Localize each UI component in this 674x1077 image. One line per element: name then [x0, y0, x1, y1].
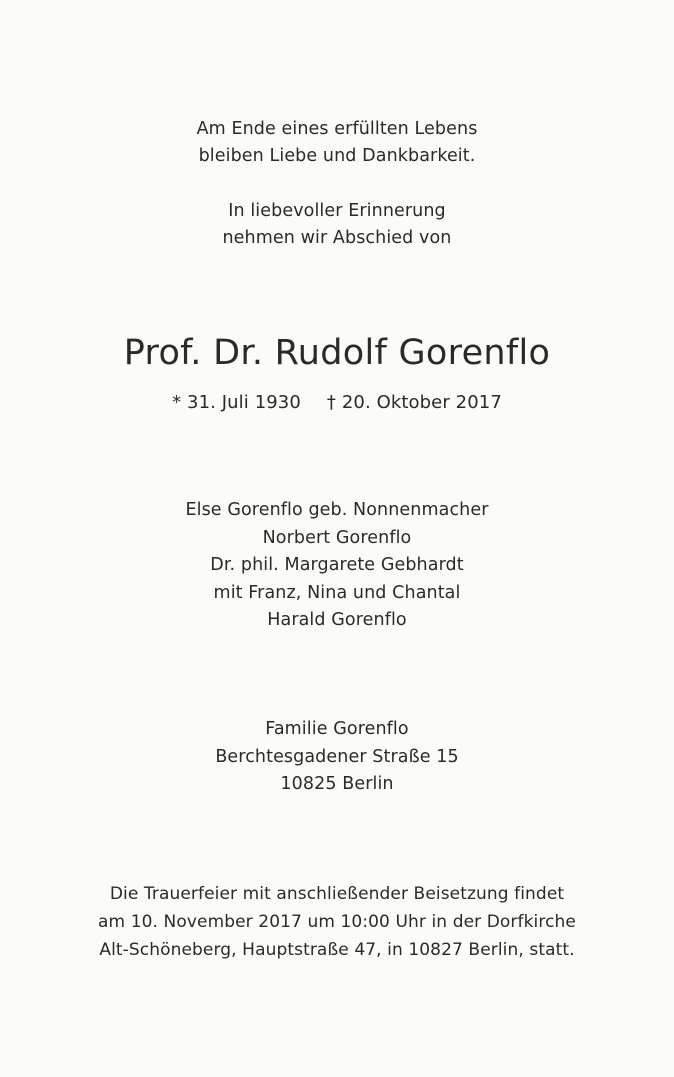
mourners-list — [0, 497, 674, 635]
birth-date: * 31. Juli 1930 — [172, 392, 301, 413]
mourner: mit Franz, Nina und Chantal — [213, 582, 461, 603]
family-name: Familie Gorenflo — [265, 719, 409, 739]
funeral-line: Alt-Schöneberg, Hauptstraße 47, in 10827 Berlin, statt. — [99, 940, 575, 960]
death-date: † 20. Oktober 2017 — [326, 392, 502, 413]
life-dates — [0, 389, 674, 417]
deceased-name: Prof. Dr. Rudolf Gorenflo — [123, 333, 551, 373]
motto-line: Am Ende eines erfüllten Lebens — [196, 119, 478, 139]
family-address — [0, 716, 674, 799]
mourner: Harald Gorenflo — [267, 610, 407, 630]
intro-line: In liebevoller Erinnerung — [228, 201, 446, 221]
funeral-line: am 10. November 2017 um 10:00 Uhr in der Dorfkirche — [98, 912, 576, 932]
funeral-line: Die Trauerfeier mit anschließender Beisetzung findet — [109, 884, 565, 904]
mourner: Norbert Gorenflo — [262, 527, 412, 548]
intro-line: nehmen wir Abschied von — [222, 228, 452, 248]
intro-text — [0, 198, 674, 252]
family-street: Berchtesgadener Straße 15 — [215, 746, 459, 767]
mourner: Dr. phil. Margarete Gebhardt — [210, 555, 464, 575]
life-dates-line — [0, 389, 674, 417]
motto-line: bleiben Liebe und Dankbarkeit. — [198, 146, 476, 166]
mourner: Else Gorenflo geb. Nonnenmacher — [185, 500, 489, 520]
funeral-notice — [0, 880, 674, 964]
motto — [0, 116, 674, 170]
family-city: 10825 Berlin — [280, 774, 394, 794]
